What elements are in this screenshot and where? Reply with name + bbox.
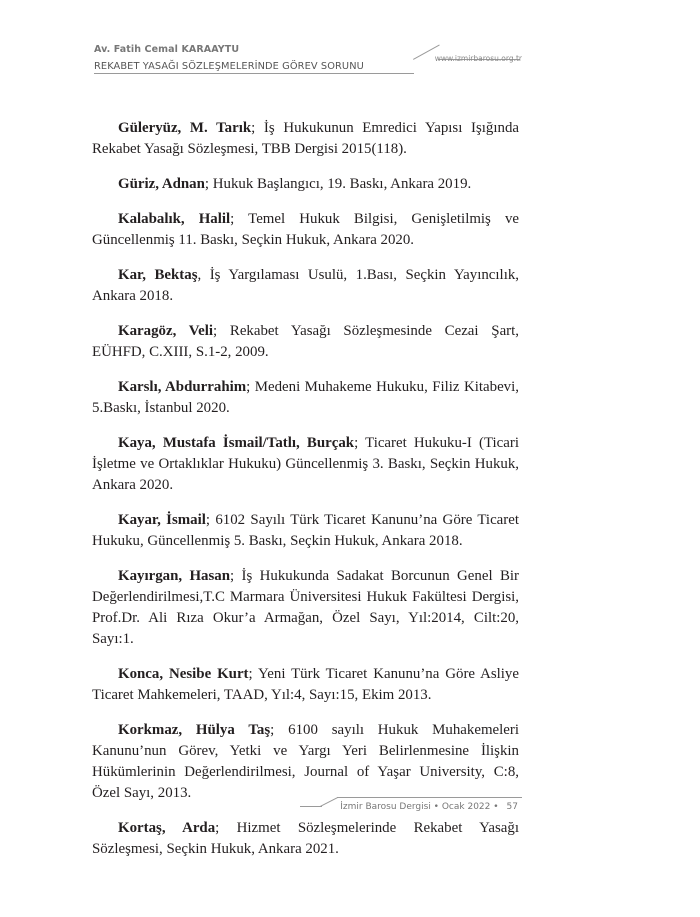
entry-author: Kalabalık, Halil — [118, 211, 231, 227]
bibliography-entry — [92, 321, 519, 363]
footer-journal: İzmir Barosu Dergisi • Ocak 2022 • — [340, 802, 499, 812]
entry-author: Konca, Nesibe Kurt — [118, 666, 249, 682]
header-article-title: REKABET YASAĞI SÖZLEŞMELERİNDE GÖREV SORUNU — [94, 61, 364, 72]
bibliography-entry — [92, 818, 519, 860]
bibliography-entry — [92, 510, 519, 552]
entry-author: Güleryüz, M. Tarık — [118, 120, 252, 136]
entry-author: Karagöz, Veli — [118, 323, 214, 339]
bibliography-entry — [92, 433, 519, 496]
entry-text: ; Hukuk Başlangıcı, 19. Baskı, Ankara 2019. — [204, 176, 472, 192]
bibliography-list — [92, 118, 519, 874]
entry-author: Kayırgan, Hasan — [118, 568, 231, 584]
entry-author: Korkmaz, Hülya Taş — [118, 722, 271, 738]
entry-text: ; 6100 sayılı Hukuk Muhakemeleri Kanunu’nun Görev, Yetki ve Yargı Yeri Belirlenmesine İlişkin Hükümlerinin Değerlendirilmesi, Journal of Yaşar University, C:8, Özel Sayı, 2013. — [92, 722, 519, 801]
bibliography-entry — [92, 720, 519, 804]
bibliography-entry — [92, 265, 519, 307]
entry-author: Kaya, Mustafa İsmail/Tatlı, Burçak — [118, 435, 355, 451]
entry-text: ; İş Hukukunun Emredici Yapısı Işığında Rekabet Yasağı Sözleşmesi, TBB Dergisi 2015(118). — [92, 120, 519, 157]
entry-author: Kortaş, Arda — [118, 820, 216, 836]
footer-text — [340, 802, 518, 812]
bibliography-entry — [92, 209, 519, 251]
footer-divider-top — [337, 797, 522, 798]
entry-text: ; İş Hukukunda Sadakat Borcunun Genel Bir Değerlendirilmesi,T.C Marmara Üniversitesi Hukuk Fakültesi Dergisi, Prof.Dr. Ali Rıza Okur’a Armağan, Özel Sayı, Yıl:2014, Cilt:20, Sayı:1. — [92, 568, 519, 647]
entry-text: ; Rekabet Yasağı Sözleşmesinde Cezai Şart, EÜHFD, C.XIII, S.1-2, 2009. — [92, 323, 519, 360]
page-footer — [300, 796, 522, 820]
entry-text: ; Yeni Türk Ticaret Kanunu’na Göre Asliye Ticaret Mahkemeleri, TAAD, Yıl:4, Sayı:15, Ekim 2013. — [92, 666, 519, 703]
entry-author: Kar, Bektaş — [118, 267, 198, 283]
entry-author: Güriz, Adnan — [118, 176, 205, 192]
header-divider — [94, 73, 414, 74]
entry-text: ; Ticaret Hukuku-I (Ticari İşletme ve Ortaklıklar Hukuku) Güncellenmiş 3. Baskı, Seçkin Hukuk, Ankara 2020. — [92, 435, 519, 493]
page-number: 57 — [506, 802, 518, 812]
footer-divider-left — [300, 806, 322, 807]
page-header — [94, 44, 522, 80]
footer-divider-slant — [320, 797, 338, 807]
header-website: www.izmirbarosu.org.tr — [434, 54, 522, 63]
bibliography-entry — [92, 174, 519, 195]
entry-text: ; 6102 Sayılı Türk Ticaret Kanunu’na Göre Ticaret Hukuku, Güncellenmiş 5. Baskı, Seçkin Hukuk, Ankara 2018. — [92, 512, 519, 549]
entry-text: ; Hizmet Sözleşmelerinde Rekabet Yasağı Sözleşmesi, Seçkin Hukuk, Ankara 2021. — [92, 820, 519, 857]
entry-text: ; Medeni Muhakeme Hukuku, Filiz Kitabevi, 5.Baskı, İstanbul 2020. — [92, 379, 519, 416]
header-author: Av. Fatih Cemal KARAAYTU — [94, 44, 240, 55]
entry-author: Karslı, Abdurrahim — [118, 379, 247, 395]
bibliography-entry — [92, 566, 519, 650]
entry-text: ; Temel Hukuk Bilgisi, Genişletilmiş ve Güncellenmiş 11. Baskı, Seçkin Hukuk, Ankara 2020. — [92, 211, 520, 248]
bibliography-entry — [92, 118, 519, 160]
bibliography-entry — [92, 377, 519, 419]
entry-text: , İş Yargılaması Usulü, 1.Bası, Seçkin Yayıncılık, Ankara 2018. — [92, 267, 519, 304]
entry-author: Kayar, İsmail — [118, 512, 206, 528]
bibliography-entry — [92, 664, 519, 706]
